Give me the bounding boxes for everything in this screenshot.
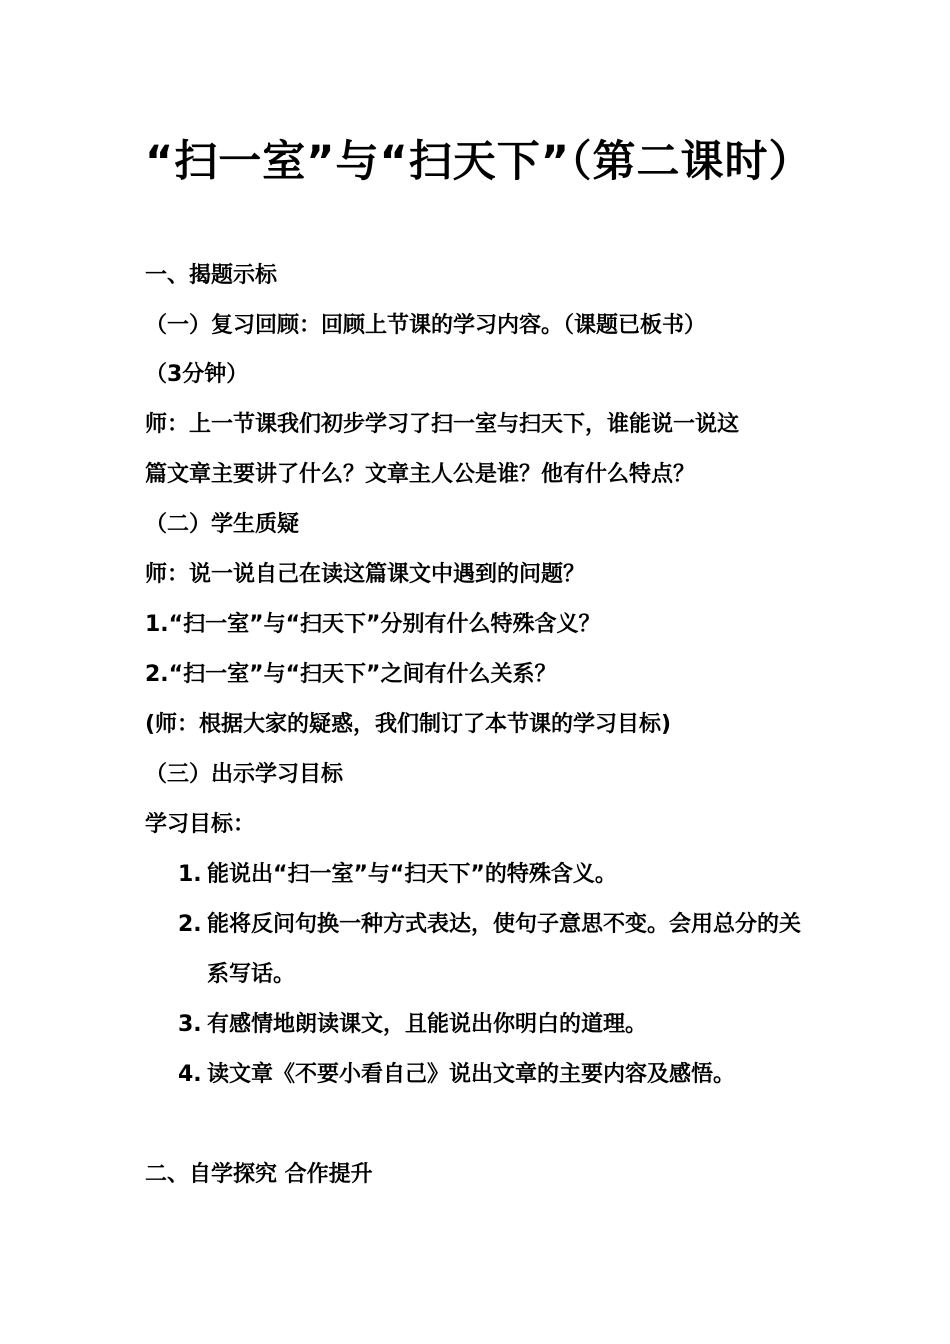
section-heading-2: 二、自学探究 合作提升 <box>145 1162 373 1187</box>
goal-item-2 <box>178 910 807 1000</box>
goal-text: 读文章《不要小看自己》说出文章的主要内容及感悟。 <box>207 1062 736 1087</box>
subsection-questions: （二）学生质疑 <box>145 512 300 537</box>
goal-number: 2. <box>178 912 202 937</box>
goal-text: 能说出“扫一室”与“扫天下”的特殊含义。 <box>207 862 617 887</box>
teacher-note: (师：根据大家的疑惑，我们制订了本节课的学习目标) <box>145 712 672 737</box>
teacher-prompt: 师：说一说自己在读这篇课文中遇到的问题？ <box>145 562 586 587</box>
document-title: “扫一室”与“扫天下”（第二课时） <box>145 137 813 187</box>
goal-item-3 <box>178 1010 807 1050</box>
goal-item-4 <box>178 1060 807 1100</box>
subsection-review: （一）复习回顾：回顾上节课的学习内容。（课题已板书） <box>145 313 707 338</box>
teacher-question-line-1: 师：上一节课我们初步学习了扫一室与扫天下，谁能说一说这 <box>145 412 740 437</box>
subsection-goals: （三）出示学习目标 <box>145 762 344 787</box>
goal-number: 1. <box>178 862 202 887</box>
teacher-question-line-2: 篇文章主要讲了什么？文章主人公是谁？他有什么特点？ <box>145 462 696 487</box>
time-note: （3分钟） <box>145 362 249 387</box>
goal-text: 能将反问句换一种方式表达，使句子意思不变。会用总分的关系写话。 <box>207 912 802 987</box>
goals-label: 学习目标： <box>145 812 256 837</box>
student-question-1: 1.“扫一室”与“扫天下”分别有什么特殊含义？ <box>145 612 601 637</box>
goal-item-1 <box>178 860 807 900</box>
goal-text: 有感情地朗读课文，且能说出你明白的道理。 <box>207 1012 648 1037</box>
goal-number: 3. <box>178 1012 202 1037</box>
goal-number: 4. <box>178 1062 202 1087</box>
student-question-2: 2.“扫一室”与“扫天下”之间有什么关系？ <box>145 662 557 687</box>
section-heading-1: 一、揭题示标 <box>145 263 278 288</box>
